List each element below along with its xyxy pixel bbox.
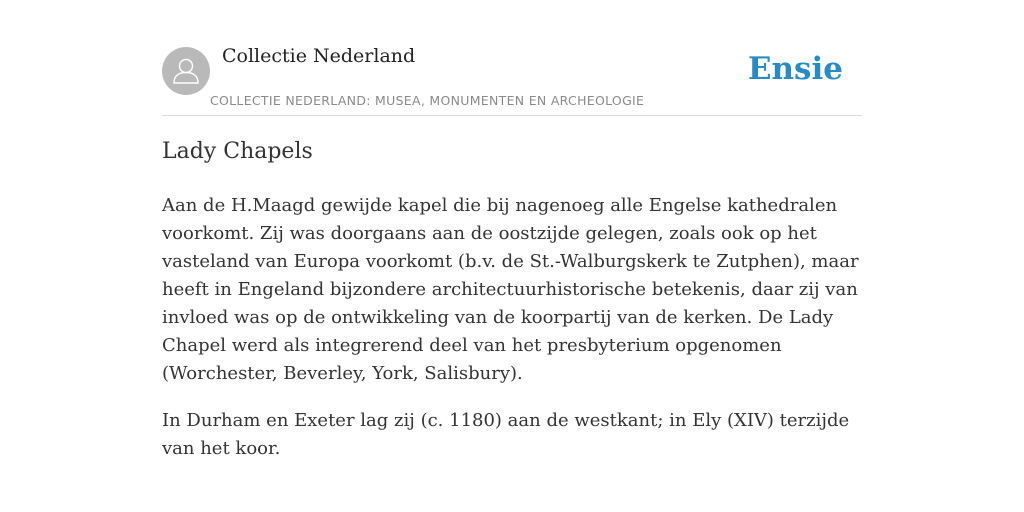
article-title: Lady Chapels: [162, 139, 313, 164]
article-paragraph: In Durham en Exeter lag zij (c. 1180) aan de westkant; in Ely (XIV) terzijde van het koor.: [162, 410, 850, 459]
brand-logo[interactable]: Ensie: [747, 51, 843, 87]
author-name[interactable]: Collectie Nederland: [222, 45, 416, 67]
user-icon: [162, 47, 210, 95]
article-paragraph: Aan de H.Maagd gewijde kapel die bij nagenoeg alle Engelse kathedralen voorkomt. Zij was doorgaans aan de oostzijde gelegen, zoals ook op het vasteland van Europa voorkomt (b.v. de St.-Walburgskerk te Zutphen), maar heeft in Engeland bijzondere architectuurhistorische betekenis, daar zij van invloed was op de ontwikkeling van de koorpartij van de kerken. De Lady Chapel werd als integrerend deel van het presbyterium opgenomen (Worchester, Beverley, York, Salisbury).: [162, 195, 859, 384]
article-body: [162, 192, 864, 482]
avatar[interactable]: [162, 47, 210, 95]
source-label[interactable]: COLLECTIE NEDERLAND: MUSEA, MONUMENTEN EN ARCHEOLOGIE: [210, 93, 645, 108]
header-divider: [162, 115, 862, 116]
